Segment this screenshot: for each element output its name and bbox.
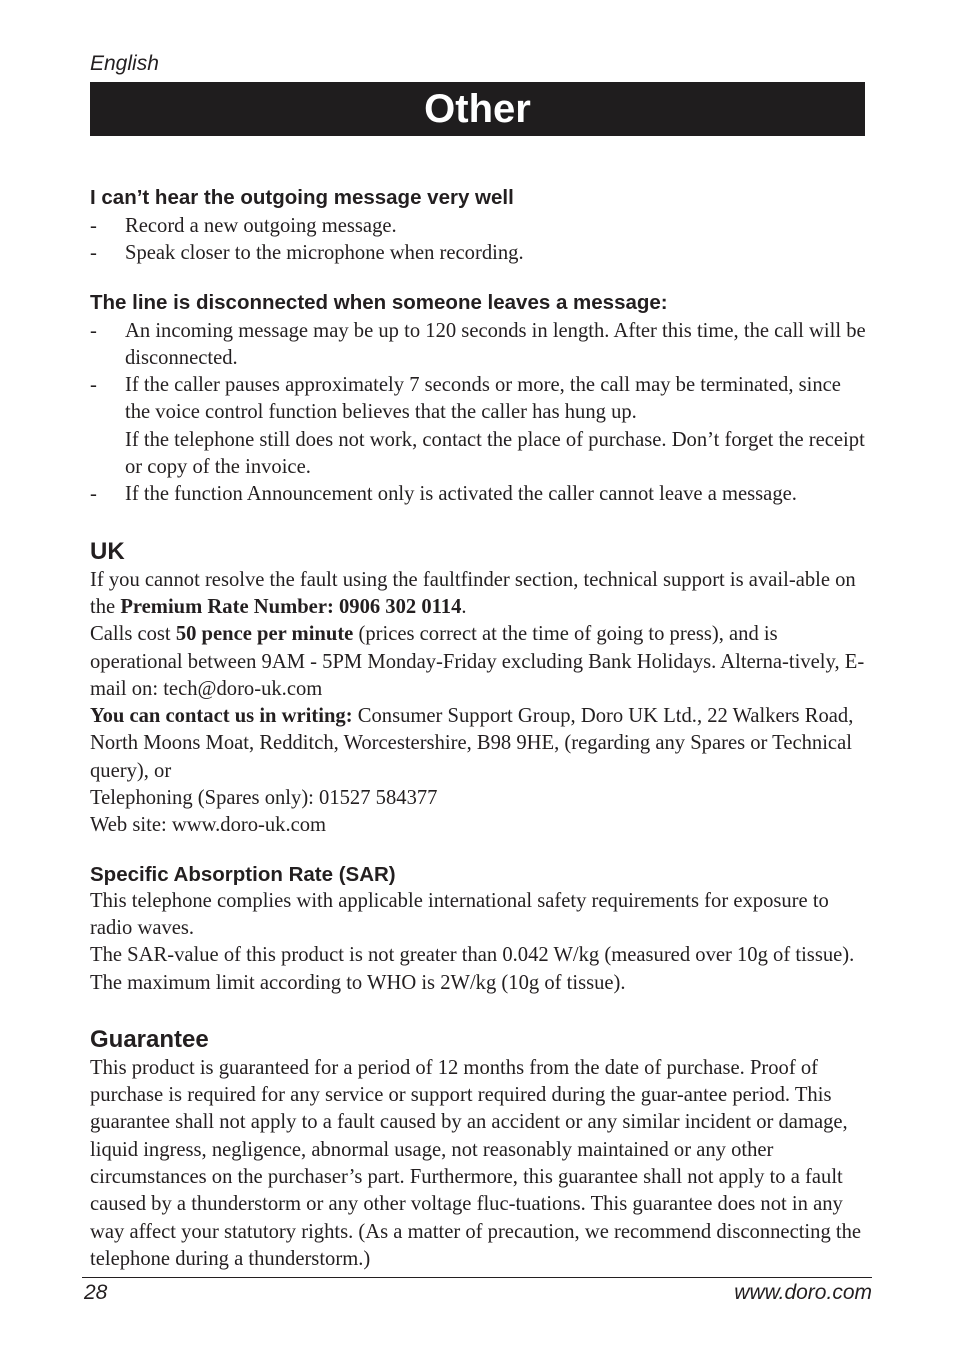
- guarantee-paragraph: This product is guaranteed for a period of 12 months from the date of purchase. Proof of purchase is required for any service or support required during the guar-antee period. This guarantee shall not apply to a fault caused by an accident or any similar incident or damage, liquid ingress, negligence, abnormal usage, not reasonably maintained or any other circumstances on the purchaser’s part. Furthermore, this guarantee shall not apply to a fault caused by a thunderstorm or any other voltage fluc-tuations. This guarantee does not in any way affect your statutory rights. (As a matter of precaution, we recommend disconnecting the telephone during a thunderstorm.): [90, 1056, 862, 1270]
- sar-paragraph-1: This telephone complies with applicable international safety requirements for exposure to radio waves.: [90, 889, 829, 939]
- language-label: English: [90, 52, 159, 75]
- footer-divider: [82, 1277, 872, 1278]
- outgoing-heading: I can’t hear the outgoing message very well: [90, 186, 514, 209]
- call-cost: 50 pence per minute: [175, 623, 354, 646]
- uk-heading: UK: [90, 537, 125, 565]
- list-item: - Speak closer to the microphone when recording.: [90, 240, 870, 267]
- page-content: [90, 183, 870, 1273]
- list-item: - If the function Announcement only is activated the caller cannot leave a message.: [90, 481, 870, 508]
- disconnected-heading: The line is disconnected when someone leaves a message:: [90, 290, 668, 314]
- contact-address: Consumer Support Group, Doro UK Ltd., 22 Walkers Road, North Moons Moat, Redditch, Worcestershire, B98 9HE, (regarding any Spares or Technical query), or: [90, 705, 854, 782]
- list-item-text: If the caller pauses approximately 7 seconds or more, the call may be terminated, since the voice control function believes that the caller has hung up.: [125, 374, 841, 424]
- list-item: [90, 372, 870, 481]
- guarantee-heading: Guarantee: [90, 1025, 209, 1053]
- list-item-extra: If the telephone still does not work, contact the place of purchase. Don’t forget the receipt or copy of the invoice.: [125, 428, 865, 479]
- page-title: Other: [90, 82, 865, 136]
- contact-writing-label: You can contact us in writing:: [90, 705, 353, 728]
- uk-website: Web site: www.doro-uk.com: [90, 814, 327, 837]
- list-item: - An incoming message may be up to 120 seconds in length. After this time, the call will be disconnected.: [90, 318, 870, 373]
- uk-p1-start: If you cannot resolve the fault using the faultfinder section, technical support is avail-able on the: [90, 568, 856, 618]
- uk-paragraph-1: [90, 567, 870, 622]
- uk-p1-end: .: [461, 595, 467, 618]
- footer-website: www.doro.com: [734, 1281, 872, 1304]
- outgoing-list: [90, 213, 870, 268]
- premium-rate-number: Premium Rate Number: 0906 302 0114: [120, 595, 462, 618]
- disconnected-list: [90, 318, 870, 509]
- uk-phone: Telephoning (Spares only): 01527 584377: [90, 787, 438, 810]
- uk-p2-start: Calls cost: [90, 623, 176, 646]
- uk-paragraph-3: [90, 703, 870, 785]
- uk-paragraph-2: [90, 621, 870, 703]
- sar-paragraph-2: The SAR-value of this product is not greater than 0.042 W/kg (measured over 10g of tissue). The maximum limit according to WHO is 2W/kg (10g of tissue).: [90, 944, 855, 994]
- page-number: 28: [84, 1281, 108, 1304]
- uk-p2-end: (prices correct at the time of going to press), and is operational between 9AM - 5PM Monday-Friday excluding Bank Holidays. Alterna-tively, E-mail on: tech@doro-uk.com: [90, 623, 865, 700]
- list-item: - Record a new outgoing message.: [90, 213, 870, 240]
- sar-heading: Specific Absorption Rate (SAR): [90, 862, 396, 886]
